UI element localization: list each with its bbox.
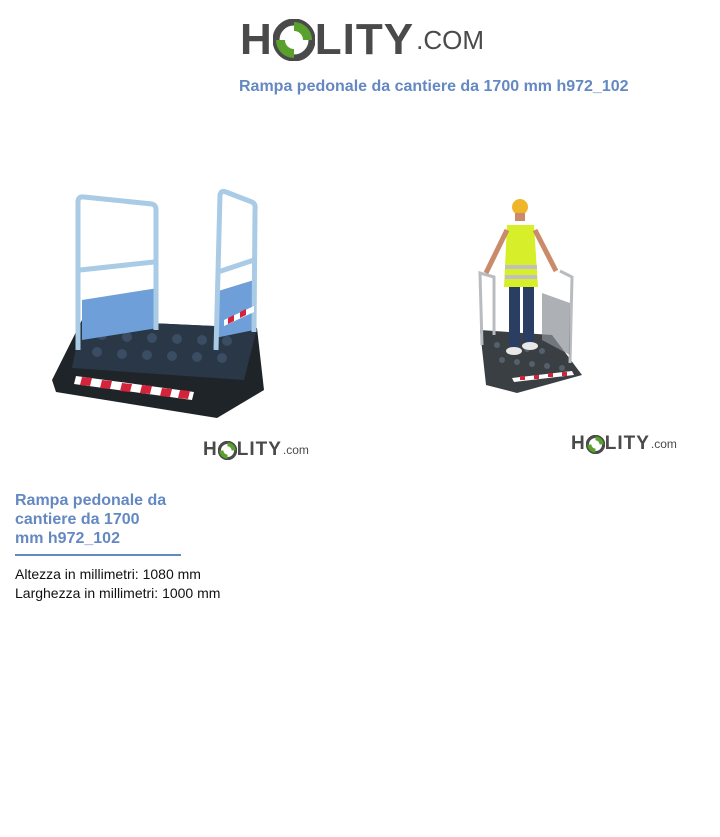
logo-letters-lity: LITY [236,439,282,460]
product-title [15,491,185,548]
logo-o-icon [273,19,315,61]
logo-letters-lity: LITY [604,433,650,454]
spec-label: Larghezza in millimetri: [15,585,159,601]
logo-letter-h: H [571,433,586,454]
logo-suffix: .COM [416,25,484,55]
logo-o-icon [218,441,237,460]
product-title-line: Rampa pedonale da [15,492,167,509]
product-photo-worker[interactable] [472,195,590,400]
logo-letter-h: H [203,439,218,460]
page-title: Rampa pedonale da cantiere da 1700 mm h972_102 [239,78,629,95]
title-underline [15,554,181,556]
logo-o-icon [586,435,605,454]
product-title-line: mm h972_102 [15,530,120,547]
spec-row-width [15,584,220,602]
spec-value: 1080 mm [142,566,201,582]
header-logo[interactable] [240,10,484,70]
product-title-line: cantiere da 1700 [15,511,140,528]
spec-value: 1000 mm [162,585,221,601]
product-photo-ramp[interactable] [42,180,274,425]
watermark-logo-ramp [203,438,309,462]
logo-letters-lity: LITY [314,15,415,64]
logo-letter-h: H [240,15,273,64]
spec-label: Altezza in millimetri: [15,566,139,582]
logo-suffix: .com [282,443,309,457]
logo-suffix: .com [650,437,677,451]
spec-row-height [15,565,201,583]
watermark-logo-worker [571,432,677,456]
